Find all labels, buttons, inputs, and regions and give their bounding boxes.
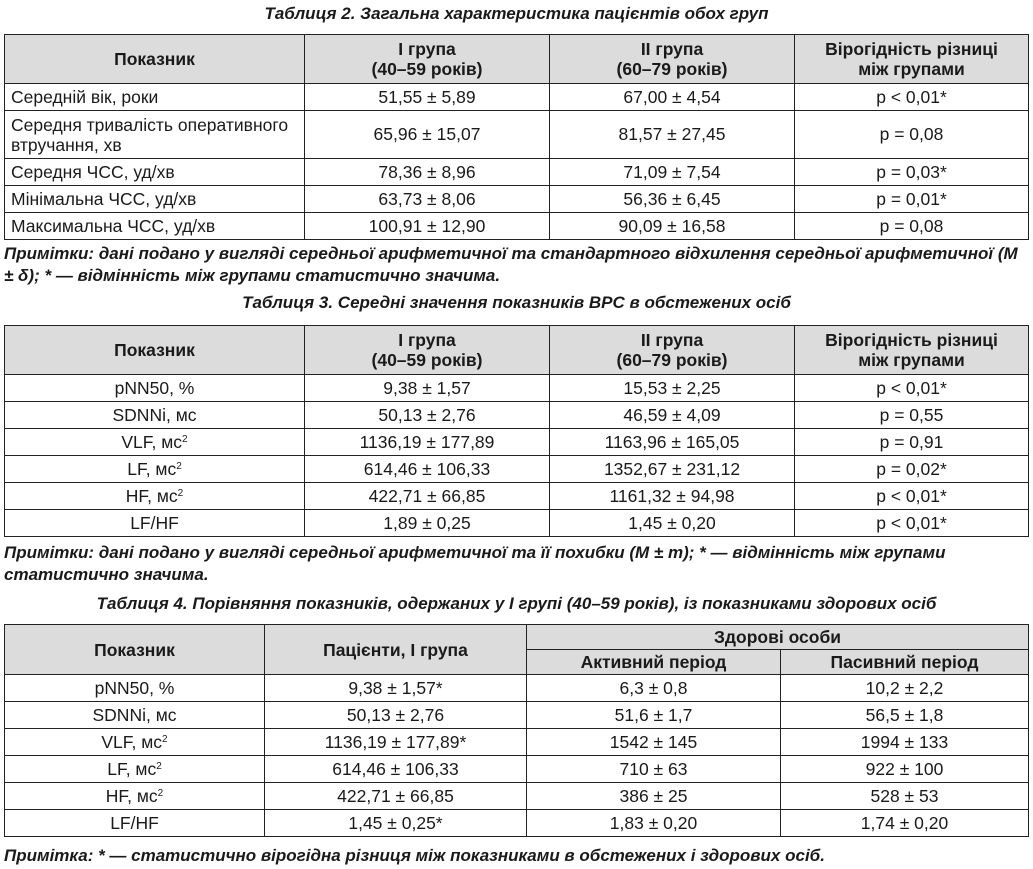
- indicator-cell: [5, 729, 265, 756]
- table3-header-indicator: Показник: [5, 326, 305, 375]
- significance-cell: p < 0,01*: [795, 510, 1029, 537]
- table-row: [5, 510, 1029, 537]
- table-row: [5, 186, 1029, 213]
- table4-header-healthy: Здорові особи: [527, 625, 1029, 650]
- table3-header-group1: [305, 326, 550, 375]
- patients-cell: 9,38 ± 1,57*: [265, 675, 527, 702]
- table-row: [5, 675, 1029, 702]
- active-cell: 386 ± 25: [527, 783, 781, 810]
- indicator-cell: Середня тривалість оперативного втручання, хв: [5, 111, 305, 159]
- header-line: між групами: [858, 59, 965, 79]
- active-cell: 1542 ± 145: [527, 729, 781, 756]
- table2-header-significance: [795, 35, 1029, 84]
- group2-cell: 1163,96 ± 165,05: [550, 429, 795, 456]
- header-line: Вірогідність різниці: [825, 39, 998, 59]
- indicator-cell: Середня ЧСС, уд/хв: [5, 159, 305, 186]
- indicator-cell: [5, 783, 265, 810]
- header-line: (40–59 років): [371, 59, 483, 79]
- table3-header-significance: [795, 326, 1029, 375]
- group2-cell: 56,36 ± 6,45: [550, 186, 795, 213]
- table-row: [5, 84, 1029, 111]
- table4-note: Примітка: * — статистично вірогідна різниця між показниками в обстежених і здорових осіб.: [4, 846, 825, 865]
- table3: [4, 325, 1029, 537]
- group1-cell: 65,96 ± 15,07: [305, 111, 550, 159]
- table-row: [5, 213, 1029, 240]
- table-row: [5, 483, 1029, 510]
- group1-cell: 51,55 ± 5,89: [305, 84, 550, 111]
- unit-superscript: 2: [156, 760, 162, 772]
- table-row: [5, 111, 1029, 159]
- indicator-label: SDNNi, мс: [92, 704, 177, 725]
- indicator-cell: [5, 810, 265, 837]
- significance-cell: p < 0,01*: [795, 375, 1029, 402]
- header-line: II група: [640, 330, 704, 350]
- table4: [4, 624, 1029, 837]
- table2-header-indicator: Показник: [5, 35, 305, 84]
- indicator-label: VLF, мс: [121, 431, 183, 452]
- table-row: [5, 729, 1029, 756]
- group1-cell: 78,36 ± 8,96: [305, 159, 550, 186]
- table2-header-row: [5, 35, 1029, 84]
- passive-cell: 10,2 ± 2,2: [781, 675, 1029, 702]
- indicator-label: LF, мс: [127, 458, 177, 479]
- table2-note: Примітки: дані подано у вигляді середньої арифметичної та стандартного відхилення середньої арифметичної (M ± δ); * — відмінність між групами статистично значима.: [4, 244, 1018, 285]
- passive-cell: 1994 ± 133: [781, 729, 1029, 756]
- indicator-label: LF, мс: [107, 758, 157, 779]
- active-cell: 1,83 ± 0,20: [527, 810, 781, 837]
- significance-cell: p = 0,91: [795, 429, 1029, 456]
- indicator-label: LF/HF: [130, 512, 179, 533]
- indicator-label: HF, мс: [125, 485, 178, 506]
- table3-note: Примітки: дані подано у вигляді середньої арифметичної та її похибки (M ± m); * — відмінність між групами статистично значима.: [4, 543, 946, 584]
- indicator-cell: [5, 429, 305, 456]
- significance-cell: p = 0,08: [795, 213, 1029, 240]
- table3-header-group2: [550, 326, 795, 375]
- table-row: [5, 810, 1029, 837]
- indicator-cell: [5, 375, 305, 402]
- table4-header-patients: Пацієнти, I група: [265, 625, 527, 675]
- group1-cell: 1,89 ± 0,25: [305, 510, 550, 537]
- indicator-label: pNN50, %: [94, 677, 175, 698]
- header-line: (60–79 років): [616, 350, 728, 370]
- table-row: [5, 756, 1029, 783]
- group1-cell: 50,13 ± 2,76: [305, 402, 550, 429]
- group2-cell: 1161,32 ± 94,98: [550, 483, 795, 510]
- header-line: між групами: [858, 350, 965, 370]
- group1-cell: 63,73 ± 8,06: [305, 186, 550, 213]
- table-row: [5, 375, 1029, 402]
- significance-cell: p = 0,03*: [795, 159, 1029, 186]
- table4-header-row: [5, 625, 1029, 650]
- passive-cell: 922 ± 100: [781, 756, 1029, 783]
- group2-cell: 71,09 ± 7,54: [550, 159, 795, 186]
- indicator-cell: [5, 483, 305, 510]
- table-row: [5, 159, 1029, 186]
- table2: [4, 34, 1029, 240]
- active-cell: 710 ± 63: [527, 756, 781, 783]
- table4-header-active: Активний період: [527, 650, 781, 675]
- group2-cell: 81,57 ± 27,45: [550, 111, 795, 159]
- group2-cell: 67,00 ± 4,54: [550, 84, 795, 111]
- passive-cell: 528 ± 53: [781, 783, 1029, 810]
- patients-cell: 422,71 ± 66,85: [265, 783, 527, 810]
- unit-superscript: 2: [177, 487, 184, 499]
- header-line: Вірогідність різниці: [825, 330, 998, 350]
- patients-cell: 614,46 ± 106,33: [265, 756, 527, 783]
- group2-cell: 1352,67 ± 231,12: [550, 456, 795, 483]
- table2-caption: Таблиця 2. Загальна характеристика пацієнтів обох груп: [264, 4, 769, 23]
- indicator-label: SDNNi, мс: [112, 404, 197, 425]
- table-row: [5, 702, 1029, 729]
- indicator-cell: Середній вік, роки: [5, 84, 305, 111]
- indicator-cell: Максимальна ЧСС, уд/хв: [5, 213, 305, 240]
- table2-header-group2: [550, 35, 795, 84]
- table-row: [5, 783, 1029, 810]
- group1-cell: 422,71 ± 66,85: [305, 483, 550, 510]
- indicator-label: pNN50, %: [114, 377, 195, 398]
- patients-cell: 1136,19 ± 177,89*: [265, 729, 527, 756]
- indicator-cell: [5, 675, 265, 702]
- table3-header-row: [5, 326, 1029, 375]
- header-line: I група: [398, 330, 456, 350]
- active-cell: 51,6 ± 1,7: [527, 702, 781, 729]
- table4-caption: Таблиця 4. Порівняння показників, одержаних у I групі (40–59 років), із показниками здорових осіб: [96, 594, 937, 613]
- group2-cell: 1,45 ± 0,20: [550, 510, 795, 537]
- indicator-label: HF, мс: [105, 785, 158, 806]
- unit-superscript: 2: [157, 787, 164, 799]
- group2-cell: 46,59 ± 4,09: [550, 402, 795, 429]
- significance-cell: p = 0,02*: [795, 456, 1029, 483]
- significance-cell: p = 0,08: [795, 111, 1029, 159]
- significance-cell: p < 0,01*: [795, 483, 1029, 510]
- indicator-cell: [5, 510, 305, 537]
- table3-caption: Таблиця 3. Середні значення показників ВРС в обстежених осіб: [242, 293, 791, 312]
- unit-superscript: 2: [182, 433, 188, 445]
- group1-cell: 614,46 ± 106,33: [305, 456, 550, 483]
- indicator-cell: [5, 456, 305, 483]
- table2-header-group1: [305, 35, 550, 84]
- group1-cell: 100,91 ± 12,90: [305, 213, 550, 240]
- active-cell: 6,3 ± 0,8: [527, 675, 781, 702]
- indicator-label: VLF, мс: [101, 731, 163, 752]
- header-line: I група: [398, 39, 456, 59]
- significance-cell: p < 0,01*: [795, 84, 1029, 111]
- group2-cell: 15,53 ± 2,25: [550, 375, 795, 402]
- unit-superscript: 2: [162, 733, 168, 745]
- indicator-cell: [5, 402, 305, 429]
- table4-header-passive: Пасивний період: [781, 650, 1029, 675]
- header-line: (60–79 років): [616, 59, 728, 79]
- patients-cell: 1,45 ± 0,25*: [265, 810, 527, 837]
- indicator-cell: [5, 702, 265, 729]
- indicator-label: LF/HF: [110, 812, 159, 833]
- indicator-cell: [5, 756, 265, 783]
- patients-cell: 50,13 ± 2,76: [265, 702, 527, 729]
- header-line: II група: [640, 39, 704, 59]
- table-row: [5, 429, 1029, 456]
- header-line: (40–59 років): [371, 350, 483, 370]
- indicator-cell: Мінімальна ЧСС, уд/хв: [5, 186, 305, 213]
- unit-superscript: 2: [176, 460, 182, 472]
- group2-cell: 90,09 ± 16,58: [550, 213, 795, 240]
- table-row: [5, 402, 1029, 429]
- significance-cell: p = 0,01*: [795, 186, 1029, 213]
- group1-cell: 1136,19 ± 177,89: [305, 429, 550, 456]
- table4-header-indicator: Показник: [5, 625, 265, 675]
- group1-cell: 9,38 ± 1,57: [305, 375, 550, 402]
- passive-cell: 1,74 ± 0,20: [781, 810, 1029, 837]
- table-row: [5, 456, 1029, 483]
- passive-cell: 56,5 ± 1,8: [781, 702, 1029, 729]
- significance-cell: p = 0,55: [795, 402, 1029, 429]
